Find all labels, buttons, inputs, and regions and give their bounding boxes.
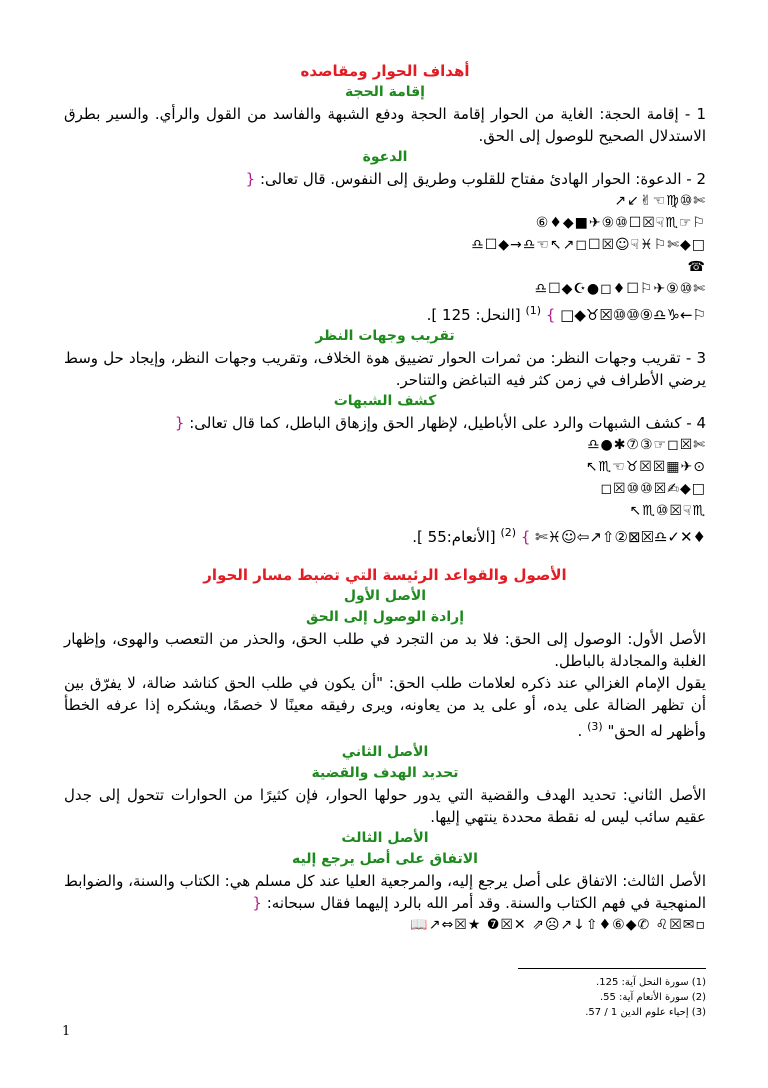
section-heading-dawa: الدعوة [362,149,408,165]
paragraph-dawa-text: 2 - الدعوة: الحوار الهادئ مفتاح للقلوب وطريق إلى النفوس. قال تعالى: [259,170,706,188]
paragraph-hujja: 1 - إقامة الحجة: الغاية من الحوار إقامة الحجة ودفع الشبهة والفاسد من القول والرأي. والسير بطرق الاستدلال الصحيح للوصول إلى الحق. [64,105,706,145]
section-heading-taqrib: تقريب وجهات النظر [315,328,455,344]
principle-heading-2: تحديد الهدف والقضية [311,765,459,781]
surah-citation: [النحل: 125 ]. [426,306,521,324]
paragraph-kashf-text: 4 - كشف الشبهات والرد على الأباطيل، لإظهار الحق وإزهاق الباطل، كما قال تعالى: [189,414,706,432]
principle-text-2: الأصل الثاني: تحديد الهدف والقضية التي يدور حولها الحوار، فإن كثيرًا من الحوارات تتحول إلى جدل عقيم سائب ليس له نقطة محددة ينتهي إليها. [64,786,706,826]
principle-label-2: الأصل الثاني [341,744,429,760]
page-title: أهداف الحوار ومقاصده [300,62,470,80]
quran-glyph-line: ♎☐◆→♎☜↖↗◻☐☒☺☟♓⚐✄◆□ [471,237,706,253]
glyph-tail: ⚐←♑♎⑨⑩⑩☒♉◆□ [560,306,706,324]
principle-text-3: الأصل الثالث: الاتفاق على أصل يرجع إليه، والمرجعية العليا عند كل مسلم هي: الكتاب والسنة، والضوابط المنهجية في فهم الكتاب والسنة. وقد أمر الله بالرد إليهما فقال سبحانه: { [64,872,706,912]
principle-label-3: الأصل الثالث [341,830,429,846]
part-title: الأصول والقواعد الرئيسة التي تضبط مسار الحوار [203,566,567,584]
quran-glyph-line: ☎ [687,259,706,275]
principle-heading-3: الاتفاق على أصل يرجع إليه [292,851,478,867]
footnote-ref-3: (3) [587,720,603,733]
quran-open-brace: { [245,170,256,188]
principle-label-1: الأصل الأول [343,588,427,604]
quran-glyph-line: ◻☒⑩⑩☒✍◆□ [600,481,706,497]
quran-glyph-line: ↖♏⑩☒☟♏ [629,503,706,519]
quran-glyph-line: ♎●✱⑦③☞◻☒✄ [586,437,706,453]
principle-heading-1: إرادة الوصول إلى الحق [306,609,464,625]
footnote-1: (1) سورة النحل آية: 125. [596,977,706,988]
footnote-separator [518,968,706,969]
footnote-ref-2: (2) [500,526,517,539]
quran-glyph-line: ♎☐◆☪●◻♦☐⚐✈⑨⑩✄ [534,281,706,297]
principle-text-3-body: الأصل الثالث: الاتفاق على أصل يرجع إليه، والمرجعية العليا عند كل مسلم هي: الكتاب والسنة، والضوابط المنهجية في فهم الكتاب والسنة. وقد أمر الله بالرد إليهما فقال سبحانه: [64,872,706,912]
glyph-tail: ♦✕✓♎☒⊠②⇧↗⇦☺♓✄ [535,528,706,546]
citation-anam: ♦✕✓♎☒⊠②⇧↗⇦☺♓✄ } $^{(2)}$ [الأنعام:55 ]. [412,526,706,546]
quran-glyph-line: 📖↗⇔☒★ ❼☒✕ ⇗☹↗↓⇧♦⑥◆✆ ♌☒✉▫ [410,917,706,933]
paragraph-taqrib: 3 - تقريب وجهات النظر: من ثمرات الحوار تضييق هوة الخلاف، وتقريب وجهات النظر، وإيجاد حل وسط يرضي الأطراف في زمن كثر فيه التباغض والتناحر. [64,349,706,389]
ghazali-quote: يقول الإمام الغزالي عند ذكره لعلامات طلب الحق: "أن يكون في طلب الحق كناشد ضالة، لا يفرّق بين أن تظهر الضالة على يده، أو على يد من يعاونه، ويرى رفيقه معينًا لا خصمًا، ويشكره إذا عرفه الخطأ وأظهر له الحق" $^{(3)}$ . [64,674,706,740]
footnotes [400,975,706,1020]
document-body [64,60,706,936]
footnote-ref-1: (1) [525,304,542,317]
page-number: 1 [62,1024,71,1039]
surah-citation: [الأنعام:55 ]. [412,528,496,546]
section-heading-kashf: كشف الشبهات [333,393,437,409]
citation-nahl: ⚐←♑♎⑨⑩⑩☒♉◆□ } $^{(1)}$ [النحل: 125 ]. [426,304,706,324]
footnote-2: (2) سورة الأنعام آية: 55. [599,992,706,1003]
quran-glyph-line: ⑥♦◆■✈⑨⑩☐☒☟♏☞⚐ [535,215,706,231]
quran-glyph-line: ↖♏☜♉☒☒▦✈⊙ [585,459,706,475]
principle-text-1: الأصل الأول: الوصول إلى الحق: فلا بد من التجرد في طلب الحق، والحذر من التعصب والهوى، وإظهار الغلبة والمجادلة بالباطل. [64,630,706,670]
paragraph-dawa [64,168,706,190]
ghazali-quote-text: يقول الإمام الغزالي عند ذكره لعلامات طلب الحق: "أن يكون في طلب الحق كناشد ضالة، لا يفرّق بين أن تظهر الضالة على يده، أو على يد من يعاونه، ويرى رفيقه معينًا لا خصمًا، ويشكره إذا عرفه الخطأ وأظهر له الحق" [64,674,706,740]
footnote-3: (3) إحياء علوم الدين 1 / 57. [585,1007,706,1018]
quran-glyph-line: ↗↙✌☜♍⑩✄ [614,193,706,209]
section-heading-hujja: إقامة الحجة [345,84,425,100]
paragraph-kashf: 4 - كشف الشبهات والرد على الأباطيل، لإظهار الحق وإزهاق الباطل، كما قال تعالى: { [174,414,706,432]
